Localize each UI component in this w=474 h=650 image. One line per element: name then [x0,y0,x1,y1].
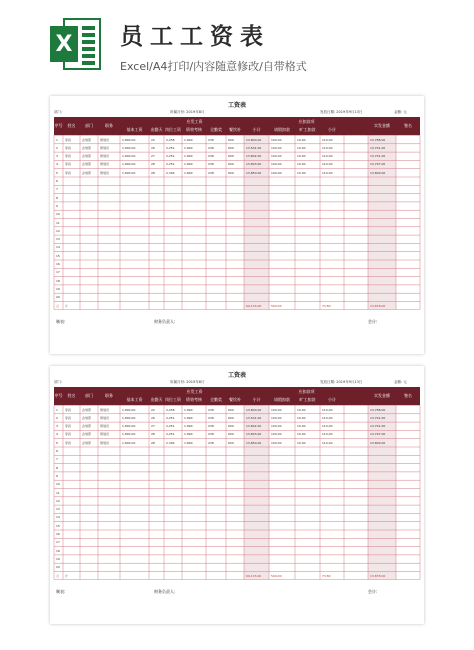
header-allowance: 全勤奖 [210,127,222,132]
table-cell-tsub: 110.00 [322,137,333,142]
table-cell-days: 22 [151,137,155,142]
meta-period: 所属月份: 2019年8月 [170,110,205,114]
total-label: 合 [56,303,60,308]
table-cell-absent: 10.00 [297,137,306,142]
table-row-seq: 6 [56,449,58,453]
total-late: 500.00 [271,303,282,308]
header-subtotal: 小计 [252,127,261,132]
table-cell-tsub: 110.00 [322,170,333,175]
footer-accountant: 会计: [368,319,378,325]
table-cell-dept: 企划部 [82,162,92,167]
header-should-group: 应发工资 [186,389,203,394]
table-cell-perf: 1,800 [184,137,193,142]
header-seq: 序号 [54,393,63,398]
sheet-title: 工资表 [227,102,246,109]
table-cell-allow: 238 [208,154,214,159]
table-row-seq: 3 [56,424,58,429]
table-cell-post: 2,258 [166,407,175,412]
table-row-seq: 19 [56,556,60,561]
salary-sheet-preview-2 [50,366,424,624]
table-cell-meal: 600 [228,145,234,150]
table-cell-allow: 238 [208,440,214,445]
table-row-seq: 19 [56,286,60,291]
table-cell-sub: 13,850.00 [246,440,262,445]
table-cell-actual: 13,788.00 [370,407,386,412]
table-cell-name: 李四 [65,170,72,175]
table-cell-days: 22 [151,407,155,412]
table-cell-perf: 1,800 [184,424,193,429]
table-cell-late: 100.00 [271,415,282,420]
table-cell-name: 李四 [65,424,72,429]
table-cell-pos: 策划员 [100,415,110,420]
table-cell-absent: 10.00 [297,424,306,429]
table-cell-absent: 10.00 [297,407,306,412]
table-cell-sub: 13,800.00 [246,137,262,142]
header-days: 出勤天 [150,397,163,402]
table-cell-late: 100.00 [271,432,282,437]
table-cell-sub: 13,800.00 [246,407,262,412]
table-cell-dept: 企划部 [82,154,92,159]
table-row-seq: 13 [56,237,60,242]
total-label-2: 计 [65,573,69,578]
table-cell-absent: 10.00 [297,170,306,175]
table-row-seq: 5 [56,440,58,445]
table-cell-days: 28 [151,440,155,445]
table-row-seq: 2 [56,415,58,420]
table-row-seq: 12 [56,228,60,233]
header-perf: 绩效考核 [186,397,202,402]
meta-date: 发放日期: 2019年9月13日 [320,380,363,384]
table-cell-dept: 企划部 [82,137,92,142]
table-cell-meal: 600 [228,137,234,142]
header-post: 岗位工资 [165,127,181,132]
table-cell-absent: 10.00 [297,162,306,167]
table-cell-meal: 600 [228,424,234,429]
table-cell-perf: 1,800 [184,170,193,175]
table-cell-allow: 238 [208,432,214,437]
table-row-seq: 1 [56,407,58,412]
footer-accountant: 会计: [368,589,378,595]
table-cell-post: 2,251 [166,415,175,420]
table-cell-post: 2,258 [166,137,175,142]
table-cell-dept: 企划部 [82,415,92,420]
table-cell-late: 100.00 [271,154,282,159]
table-cell-allow: 238 [208,424,214,429]
table-cell-tsub: 110.00 [322,440,333,445]
header-meal: 餐饮补 [229,397,241,402]
table-cell-name: 李四 [65,407,72,412]
table-cell-name: 李四 [65,440,72,445]
table-row-seq: 20 [56,295,60,300]
table-cell-sub: 13,803.00 [246,162,262,167]
table-cell-pos: 策划员 [100,137,110,142]
total-tax-subtotal: 73.80 [322,303,331,308]
meta-dept: 部门: [54,380,63,384]
table-row-seq: 11 [56,220,60,225]
table-cell-late: 100.00 [271,424,282,429]
table-cell-perf: 1,800 [184,145,193,150]
svg-text:X: X [55,32,73,57]
table-cell-perf: 1,800 [184,415,193,420]
table-cell-actual: 13,797.00 [370,162,386,167]
table-row-seq: 15 [56,523,60,528]
header-position: 职务 [105,123,113,128]
table-cell-meal: 600 [228,154,234,159]
table-cell-dept: 企划部 [82,440,92,445]
table-row-seq: 1 [56,137,58,142]
header-dept: 部门 [85,123,93,128]
table-cell-base: 1,800.00 [122,162,136,167]
table-cell-late: 100.00 [271,440,282,445]
table-cell-pos: 策划员 [100,440,110,445]
table-row-seq: 9 [56,473,58,478]
header-name: 姓名 [67,393,76,398]
table-cell-post: 2,251 [166,432,175,437]
table-row-seq: 10 [56,212,60,217]
total-late: 500.00 [271,573,282,578]
table-cell-late: 100.00 [271,170,282,175]
table-row-seq: 3 [56,154,58,159]
header-late: 请假扣款 [274,127,290,132]
table-cell-allow: 238 [208,162,214,167]
table-row-seq: 2 [56,145,58,150]
table-row-seq: 5 [56,170,58,175]
table-cell-name: 李四 [65,415,72,420]
table-cell-tsub: 110.00 [322,162,333,167]
header-meal: 餐饮补 [229,127,241,132]
table-cell-pos: 策划员 [100,424,110,429]
header-remark: 签名 [404,123,412,128]
meta-unit: 金额: 元 [394,110,407,114]
table-row-seq: 9 [56,203,58,208]
table-cell-pos: 策划员 [100,170,110,175]
table-cell-absent: 10.00 [297,154,306,159]
table-cell-allow: 238 [208,145,214,150]
table-row-seq: 4 [56,162,58,167]
table-cell-base: 1,800.00 [122,415,136,420]
table-row-seq: 14 [56,245,60,250]
table-cell-actual: 13,797.00 [370,432,386,437]
table-cell-absent: 10.00 [297,440,306,445]
footer-preparer: 制表: [56,589,66,595]
table-cell-dept: 企划部 [82,145,92,150]
excel-icon [48,16,102,72]
table-row-seq: 17 [56,270,60,275]
header-seq: 序号 [54,123,63,128]
header-should-group: 应发工资 [186,119,203,124]
table-cell-days: 28 [151,162,155,167]
table-cell-meal: 600 [228,415,234,420]
table-cell-post: 2,304 [166,170,175,175]
table-cell-base: 1,800.00 [122,145,136,150]
table-cell-sub: 13,501.00 [246,415,262,420]
table-cell-tsub: 110.00 [322,432,333,437]
meta-period: 所属月份: 2019年8月 [170,380,205,384]
table-cell-allow: 238 [208,137,214,142]
table-cell-post: 2,251 [166,424,175,429]
header-late: 请假扣款 [274,397,290,402]
table-row-seq: 10 [56,482,60,487]
table-cell-perf: 1,800 [184,154,193,159]
table-cell-base: 1,800.00 [122,137,136,142]
table-cell-post: 2,251 [166,162,175,167]
table-cell-base: 1,800.00 [122,432,136,437]
header-name: 姓名 [67,123,76,128]
header-allowance: 全勤奖 [210,397,222,402]
table-cell-sub: 13,803.00 [246,432,262,437]
table-row-seq: 8 [56,195,58,200]
total-label-2: 计 [65,303,69,308]
header-dept: 部门 [85,393,93,398]
table-cell-actual: 13,791.00 [370,145,386,150]
table-cell-meal: 600 [228,432,234,437]
header-tax-subtotal: 小计 [328,397,336,402]
table-cell-absent: 10.00 [297,145,306,150]
table-cell-late: 100.00 [271,145,282,150]
table-row-seq: 16 [56,532,60,536]
table-cell-allow: 238 [208,170,214,175]
table-cell-base: 1,800.00 [122,440,136,445]
table-cell-dept: 企划部 [82,170,92,175]
table-cell-days: 26 [151,415,155,420]
table-cell-meal: 600 [228,407,234,412]
table-cell-pos: 策划员 [100,407,110,412]
table-cell-post: 2,251 [166,145,175,150]
table-row-seq: 12 [56,498,60,503]
table-cell-tsub: 110.00 [322,407,333,412]
table-row-seq: 20 [56,565,60,570]
table-cell-allow: 238 [208,407,214,412]
table-cell-dept: 企划部 [82,407,92,412]
header-deduct-group: 应扣款项 [298,389,315,394]
table-header [54,387,420,405]
table-cell-dept: 企划部 [82,432,92,437]
footer-preparer: 制表: [56,319,66,325]
table-cell-late: 100.00 [271,162,282,167]
table-cell-days: 27 [151,154,155,159]
table-cell-tsub: 110.00 [322,415,333,420]
table-cell-tsub: 110.00 [322,145,333,150]
table-cell-days: 27 [151,424,155,429]
table-cell-base: 1,800.00 [122,170,136,175]
table-cell-dept: 企划部 [82,424,92,429]
sheet-title: 工资表 [227,372,246,379]
table-cell-meal: 600 [228,170,234,175]
header-perf: 绩效考核 [186,127,202,132]
table-cell-meal: 600 [228,440,234,445]
header-deduct-group: 应扣款项 [298,119,315,124]
table-row-seq: 6 [56,179,58,183]
table-cell-base: 1,800.00 [122,154,136,159]
table-row-seq: 17 [56,540,60,545]
meta-dept: 部门: [54,110,63,114]
table-row-seq: 4 [56,432,58,437]
table-cell-actual: 13,809.00 [370,440,386,445]
table-cell-perf: 1,800 [184,162,193,167]
footer-finance: 财务负责人: [154,319,176,325]
table-row-seq: 18 [56,278,60,283]
table-cell-pos: 策划员 [100,145,110,150]
table-cell-name: 李四 [65,145,72,150]
table-cell-name: 李四 [65,154,72,159]
header-actual: 实发金额 [374,393,390,398]
table-row-seq: 7 [56,457,58,462]
table-cell-late: 100.00 [271,407,282,412]
table-cell-pos: 策划员 [100,432,110,437]
table-cell-days: 28 [151,432,155,437]
header-absent: 旷工扣款 [299,397,316,402]
header-subtotal: 小计 [252,397,261,402]
meta-unit: 金额: 元 [394,380,407,384]
table-cell-pos: 策划员 [100,154,110,159]
table-cell-sub: 13,802.00 [246,424,262,429]
table-cell-name: 李四 [65,137,72,142]
table-row-seq: 13 [56,507,60,512]
page-header [48,16,448,86]
total-actual: 13,878.00 [370,303,386,308]
table-cell-tsub: 110.00 [322,424,333,429]
table-row-seq: 7 [56,187,58,192]
table-cell-meal: 600 [228,162,234,167]
salary-sheet-preview-1 [50,96,424,354]
table-cell-days: 28 [151,170,155,175]
table-row-seq: 14 [56,515,60,520]
table-cell-sub: 13,501.00 [246,145,262,150]
header-days: 出勤天 [150,127,163,132]
table-cell-name: 李四 [65,432,72,437]
table-cell-post: 2,304 [166,440,175,445]
meta-date: 发放日期: 2019年9月13日 [320,110,363,114]
table-cell-actual: 13,788.00 [370,137,386,142]
table-cell-actual: 13,791.00 [370,154,386,159]
table-row-seq: 18 [56,548,60,553]
table-cell-sub: 13,850.00 [246,170,262,175]
header-base: 基本工资 [126,127,143,132]
table-cell-tsub: 110.00 [322,154,333,159]
table-row-seq: 8 [56,465,58,470]
table-row-seq: 15 [56,253,60,258]
table-cell-actual: 13,791.00 [370,424,386,429]
header-actual: 实发金额 [374,123,390,128]
table-cell-base: 1,800.00 [122,407,136,412]
table-cell-late: 100.00 [271,137,282,142]
table-cell-perf: 1,800 [184,407,193,412]
header-remark: 签名 [404,393,412,398]
table-row-seq: 16 [56,262,60,266]
table-cell-actual: 13,809.00 [370,170,386,175]
header-post: 岗位工资 [165,397,181,402]
page-title: 员工工资表 [120,24,270,50]
table-cell-absent: 10.00 [297,415,306,420]
table-cell-sub: 13,802.00 [246,154,262,159]
total-actual: 13,878.00 [370,573,386,578]
header-base: 基本工资 [126,397,143,402]
total-tax-subtotal: 73.80 [322,573,331,578]
table-cell-absent: 10.00 [297,432,306,437]
table-cell-perf: 1,800 [184,432,193,437]
footer-finance: 财务负责人: [154,589,176,595]
table-row-seq: 11 [56,490,60,495]
header-tax-subtotal: 小计 [328,127,336,132]
table-cell-days: 26 [151,145,155,150]
page-subtitle: Excel/A4打印/内容随意修改/自带格式 [120,60,307,73]
table-cell-pos: 策划员 [100,162,110,167]
table-header [54,117,420,135]
table-cell-allow: 238 [208,415,214,420]
table-cell-actual: 13,791.00 [370,415,386,420]
table-cell-base: 1,800.00 [122,424,136,429]
total-subtotal: 69,133.00 [246,573,262,578]
table-cell-perf: 1,800 [184,440,193,445]
table-cell-post: 2,251 [166,154,175,159]
header-position: 职务 [105,393,113,398]
total-subtotal: 69,133.00 [246,303,262,308]
table-cell-name: 李四 [65,162,72,167]
header-absent: 旷工扣款 [299,127,316,132]
total-label: 合 [56,573,60,578]
